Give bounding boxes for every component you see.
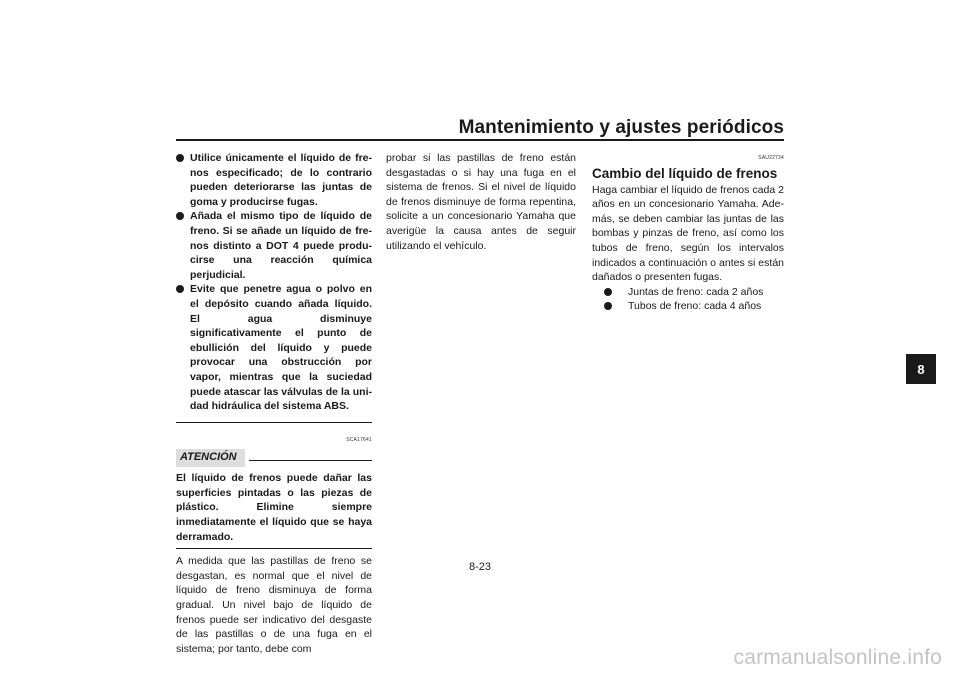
chapter-tab: 8: [906, 354, 936, 384]
list-item: [604, 285, 784, 300]
list-item: [604, 299, 784, 314]
warning-bullet-text: Evite que penetre agua o polvo en el depósito cuando añada líquido. El agua disminuye significativamente el punto de ebullición del líquido y puede provocar una obstrucción por vapor, mientras que la suciedad puede atascar las válvulas de la unidad hidráulica del sistema ABS.: [190, 283, 372, 413]
bullet-icon: [604, 288, 612, 296]
bullet-icon: [604, 302, 612, 310]
bullet-icon: [176, 285, 184, 293]
page-header-title: Mantenimiento y ajustes periódicos: [458, 117, 784, 138]
list-item-text: Juntas de freno: cada 2 años: [628, 285, 764, 298]
header-rule: [176, 139, 784, 141]
section-title: Cambio del líquido de frenos: [592, 165, 778, 181]
notice-header-rule: [249, 460, 372, 461]
column-middle: [386, 151, 576, 253]
notice-label: ATENCIÓN: [176, 449, 245, 467]
warning-bullet: [176, 151, 372, 209]
warning-bullet: [176, 209, 372, 282]
notice-end-rule: [176, 548, 372, 549]
list-item-text: Tubos de freno: cada 4 años: [628, 300, 762, 313]
body-paragraph: probar si las pastillas de freno están desgastadas o si hay una fuga en el sistema de frenos. Si el nivel de líquido de frenos disminuye de forma repentina, solicite a un concesionario Yamaha que averigüe la causa antes de seguir utilizando el vehículo.: [386, 152, 576, 252]
warning-bullet-text: Añada el mismo tipo de líquido de freno. Si se añade un líquido de frenos distinto a DOT 4 puede producirse una reacción química perjudicial.: [190, 210, 372, 281]
page-number: 8-23: [468, 561, 492, 573]
section-code: SAU22734: [758, 155, 784, 161]
column-left: [176, 151, 372, 656]
warning-bullet: [176, 282, 372, 413]
notice-text: El líquido de frenos puede dañar las superficies pintadas o las piezas de plástico. Elimine siempre inmediatamente el líquido que se haya derramado.: [176, 472, 372, 543]
bullet-icon: [176, 154, 184, 162]
warning-bullet-text: Utilice únicamente el líquido de frenos especificado; de lo contrario pueden deteriorarse las juntas de goma y producirse fugas.: [190, 152, 372, 208]
body-paragraph: Haga cambiar el líquido de frenos cada 2 años en un concesionario Yamaha. Además, se deben cambiar las juntas de las bombas y pinzas de freno, así como los tubos de freno, según los intervalos indicados a continuación o antes si están dañados o presenten fugas.: [592, 183, 784, 284]
warning-end-rule: [176, 422, 372, 423]
watermark: carmanualsonline.info: [733, 646, 942, 669]
notice-header: [176, 449, 372, 467]
notice-code: SCA17641: [346, 436, 372, 443]
body-paragraph: A medida que las pastillas de freno se desgastan, es normal que el nivel de líquido de freno disminuya de forma gradual. Un nivel bajo de líquido de frenos puede ser indicativo del desgaste de las pastillas o de una fuga en el sistema; por tanto, debe com: [176, 555, 372, 655]
column-right: [592, 151, 784, 314]
bullet-icon: [176, 212, 184, 220]
